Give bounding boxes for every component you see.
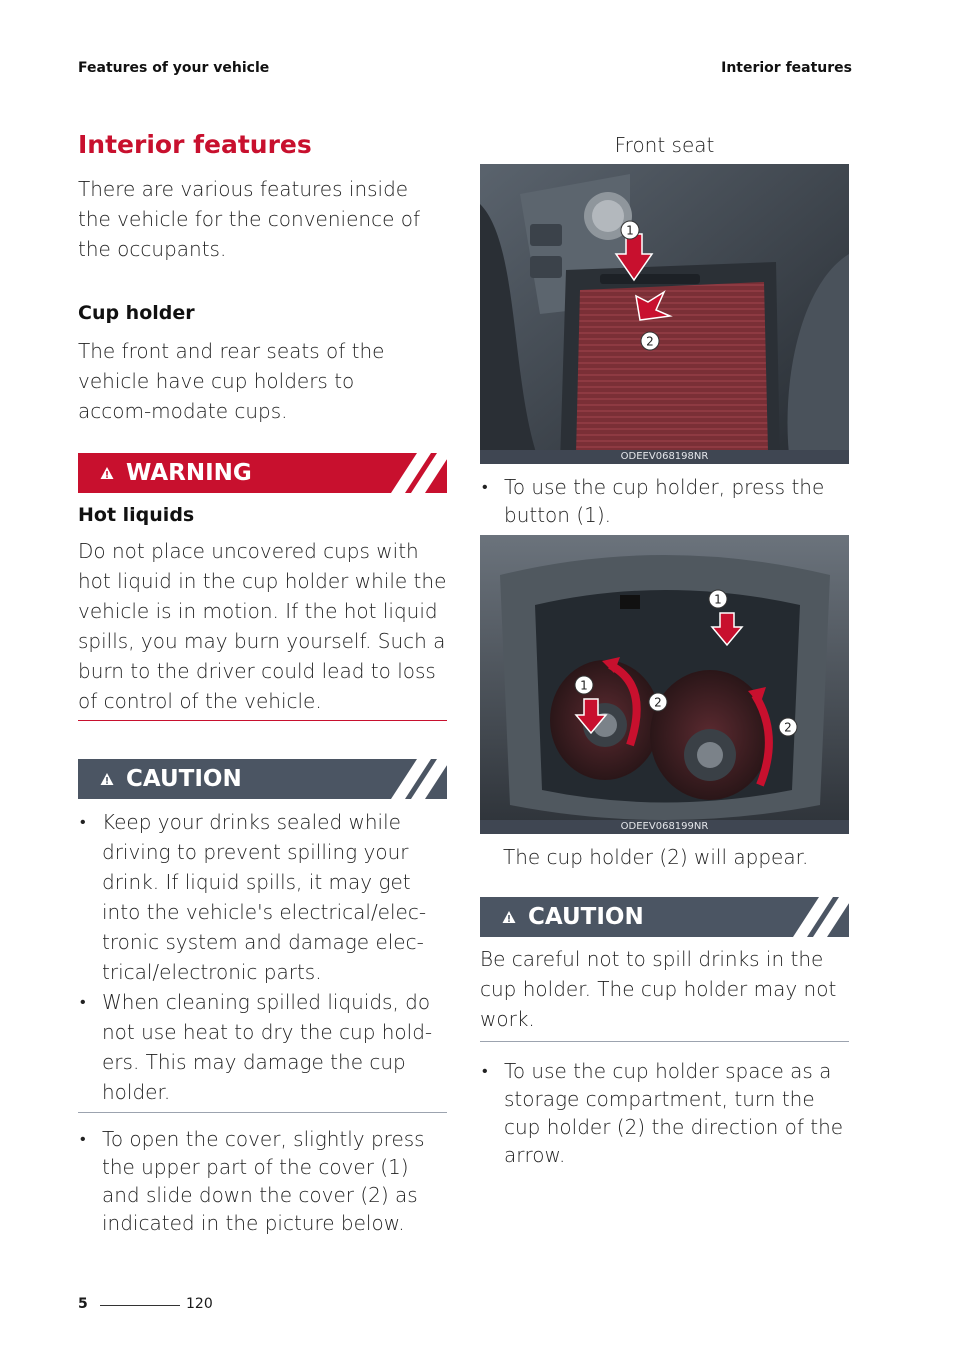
caution-divider-right <box>480 1041 849 1042</box>
cup-holder-open-photo <box>480 535 849 834</box>
caution-banner-left <box>78 759 447 799</box>
press-button-list <box>480 473 849 529</box>
front-seat-cup-holder-photo <box>480 164 849 464</box>
footer-rule <box>100 1305 180 1306</box>
intro-paragraph: There are various features inside the vehicle for the convenience of the occupants. <box>78 177 421 261</box>
storage-list <box>480 1057 849 1169</box>
warning-paragraph: Do not place uncovered cups with hot liquid in the cup holder while the vehicle is in motion. If the hot liquid spills, you may burn yourself. Such a burn to the driver could lead to loss of control of the vehicle. <box>78 539 447 713</box>
cup-holder-heading: Cup holder <box>78 302 195 324</box>
list-item: • When cleaning spilled liquids, do not use heat to dry the cup hold-ers. This may damage the cup holder. <box>78 987 433 1107</box>
warning-banner <box>78 453 447 493</box>
list-item: • To use the cup holder, press the button (1). <box>480 473 849 529</box>
list-item: • To open the cover, slightly press the upper part of the cover (1) and slide down the cover (2) as indicated in the picture below. <box>78 1125 450 1237</box>
callout-1: 1 <box>714 592 722 607</box>
open-cover-list <box>78 1125 450 1237</box>
warning-triangle-icon <box>100 772 114 786</box>
cup-holder-illustration <box>480 535 849 834</box>
image1-code: ODEEV068198NR <box>480 450 849 464</box>
running-header-right: Interior features <box>721 60 852 76</box>
cup-holder-paragraph: The front and rear seats of the vehicle have cup holders to accom-modate cups. <box>78 339 385 423</box>
callout-2: 2 <box>646 334 654 349</box>
page-number: 120 <box>186 1296 213 1312</box>
warning-triangle-icon <box>502 910 516 924</box>
list-item: • To use the cup holder space as a storage compartment, turn the cup holder (2) the direction of the arrow. <box>480 1057 849 1169</box>
warning-divider <box>78 720 447 721</box>
warning-triangle-icon <box>100 466 114 480</box>
banner-stripes-icon <box>377 759 447 799</box>
warning-heading: Hot liquids <box>78 504 195 526</box>
caution-divider-left <box>78 1112 447 1113</box>
caution-label-left: CAUTION <box>126 766 242 792</box>
caution-banner-right <box>480 897 849 937</box>
caution-label-right: CAUTION <box>528 904 644 930</box>
banner-stripes-icon <box>377 453 447 493</box>
caution-paragraph-right: Be careful not to spill drinks in the cup holder. The cup holder may not work. <box>480 947 837 1031</box>
callout-1: 1 <box>580 678 588 693</box>
image2-code: ODEEV068199NR <box>480 820 849 834</box>
callout-1: 1 <box>626 223 634 238</box>
banner-stripes-icon <box>779 897 849 937</box>
image1-caption: Front seat <box>614 133 715 157</box>
callout-2: 2 <box>784 720 792 735</box>
callout-2: 2 <box>654 695 662 710</box>
section-title: Interior features <box>78 130 312 159</box>
appear-paragraph: The cup holder (2) will appear. <box>503 845 809 869</box>
caution-list-left <box>78 807 433 1107</box>
warning-label: WARNING <box>126 460 252 486</box>
chapter-number: 5 <box>78 1296 88 1312</box>
running-header-left: Features of your vehicle <box>78 60 270 76</box>
console-illustration <box>480 164 849 464</box>
list-item: • Keep your drinks sealed while driving to prevent spilling your drink. If liquid spills, it may get into the vehicle's electrical/elec-tronic system and damage elec-trical/electronic parts. <box>78 807 433 987</box>
